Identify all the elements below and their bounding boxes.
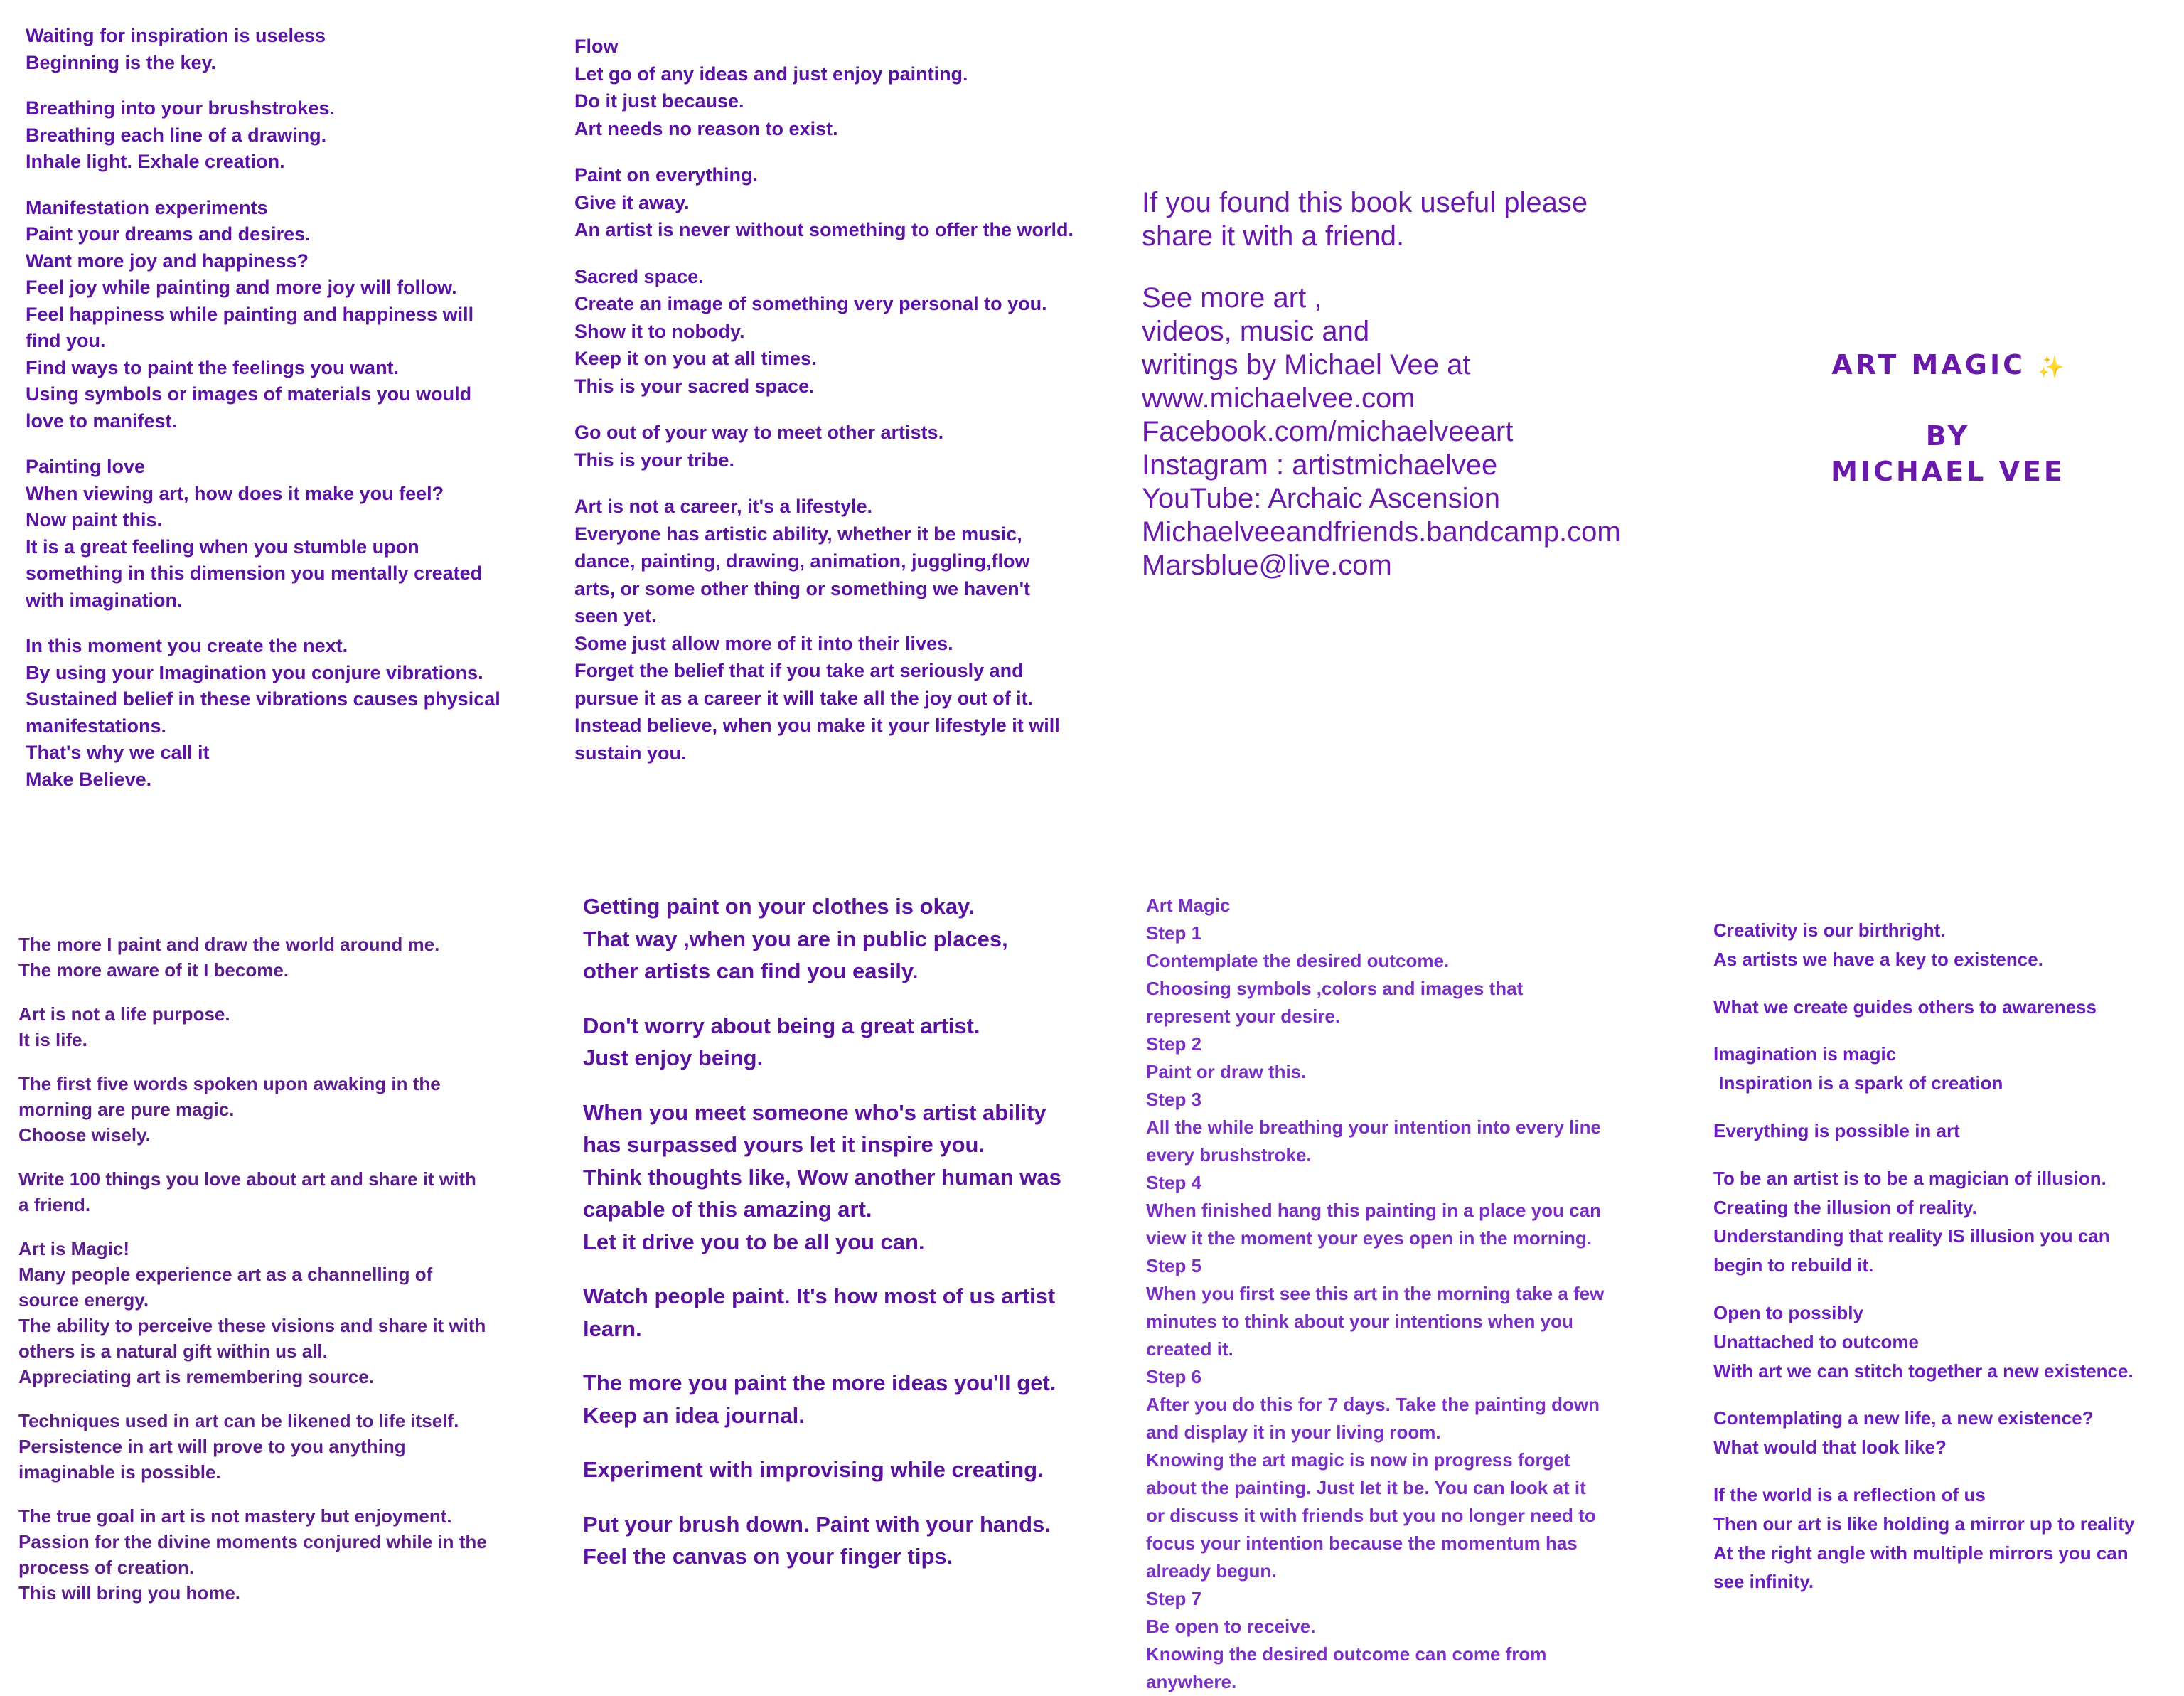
text-line: Step 7 <box>1146 1588 1202 1609</box>
text-line: To be an artist is to be a magician of illusion. <box>1713 1167 2107 1189</box>
text-line: sustain you. <box>574 742 687 764</box>
text-line: Feel joy while painting and more joy will follow. <box>26 277 457 298</box>
paragraph-gap <box>583 1431 1109 1454</box>
text-line: An artist is never without something to offer the world. <box>574 219 1074 240</box>
text-line: Art is Magic! <box>18 1238 130 1259</box>
text-line: That's why we call it <box>26 742 210 763</box>
text-line: The more aware of it I become. <box>18 959 289 981</box>
paragraph-gap <box>1713 1462 2175 1481</box>
text-line: morning are pure magic. <box>18 1099 235 1120</box>
text-line: Let it drive you to be all you can. <box>583 1229 925 1254</box>
text-line: Everyone has artistic ability, whether it be music, <box>574 523 1022 545</box>
text-line: Be open to receive. <box>1146 1616 1316 1637</box>
text-line: Contemplating a new life, a new existence? <box>1713 1407 2094 1429</box>
text-line: begin to rebuild it. <box>1713 1254 1874 1276</box>
title-block <box>1763 347 2133 489</box>
text-line: or discuss it with friends but you no longer need to <box>1146 1505 1596 1526</box>
paragraph-gap <box>18 1217 530 1236</box>
text-line: Creativity is our birthright. <box>1713 919 1946 941</box>
text-line: In this moment you create the next. <box>26 635 348 656</box>
text-line: arts, or some other thing or something we haven't <box>574 577 1031 599</box>
byline-by: BY <box>1925 420 1971 452</box>
paragraph-gap <box>1713 1021 2175 1040</box>
text-line: manifestations. <box>26 715 167 737</box>
text-line: What we create guides others to awareness <box>1713 996 2097 1018</box>
text-line: Let go of any ideas and just enjoy painting. <box>574 63 968 85</box>
text-line: Paint on everything. <box>574 164 759 186</box>
text-line: Think thoughts like, Wow another human was <box>583 1164 1061 1190</box>
text-line: Getting paint on your clothes is okay. <box>583 894 975 919</box>
text-line: Instagram : artistmichaelvee <box>1142 449 1498 481</box>
text-line: love to manifest. <box>26 410 178 432</box>
text-line: already begun. <box>1146 1560 1277 1582</box>
text-line: www.michaelvee.com <box>1142 383 1415 414</box>
text-line: Step 3 <box>1146 1089 1202 1110</box>
text-line: Michaelveeandfriends.bandcamp.com <box>1142 516 1621 548</box>
paragraph-gap <box>18 983 530 1001</box>
text-line: Create an image of something very personal to you. <box>574 293 1047 314</box>
panel-top-middle <box>574 33 1101 767</box>
text-line: Don't worry about being a great artist. <box>583 1013 980 1038</box>
paragraph-gap <box>1713 1385 2175 1404</box>
text-line: If you found this book useful please <box>1142 187 1588 218</box>
text-line: Art needs no reason to exist. <box>574 117 838 139</box>
text-line: This will bring you home. <box>18 1582 241 1604</box>
paragraph-gap <box>18 1148 530 1166</box>
book-title-text: ART MAGIC <box>1831 349 2025 380</box>
paragraph-gap <box>583 1074 1109 1097</box>
text-line: After you do this for 7 days. Take the painting down <box>1146 1394 1600 1415</box>
text-line: created it. <box>1146 1338 1233 1360</box>
text-line: This is your tribe. <box>574 449 735 471</box>
text-line: something in this dimension you mentally created <box>26 562 483 584</box>
text-line: writings by Michael Vee at <box>1142 349 1471 380</box>
text-line: Make Believe. <box>26 768 152 790</box>
text-line: That way ,when you are in public places, <box>583 926 1008 951</box>
text-line: find you. <box>26 330 106 351</box>
text-line: Keep it on you at all times. <box>574 348 817 369</box>
text-line: YouTube: Archaic Ascension <box>1142 483 1501 514</box>
text-line: learn. <box>583 1316 642 1341</box>
text-line: represent your desire. <box>1146 1006 1341 1027</box>
paragraph-gap <box>1713 1280 2175 1298</box>
text-line: with imagination. <box>26 589 183 611</box>
paragraph-gap <box>574 244 1101 263</box>
book-title <box>1763 347 2133 385</box>
text-line: When viewing art, how does it make you feel? <box>26 482 444 504</box>
panel-contact-info <box>1142 186 1654 582</box>
paragraph-gap <box>26 176 537 195</box>
text-line: Find ways to paint the feelings you want. <box>26 356 400 378</box>
text-line: pursue it as a career it will take all the joy out of it. <box>574 687 1034 709</box>
text-line: Sacred space. <box>574 265 704 287</box>
text-line: Show it to nobody. <box>574 320 745 342</box>
text-line: see infinity. <box>1713 1571 1814 1593</box>
text-line: Instead believe, when you make it your lifestyle it will <box>574 715 1060 736</box>
text-line: Understanding that reality IS illusion you can <box>1713 1225 2110 1247</box>
text-line: Experiment with improvising while creating. <box>583 1457 1044 1482</box>
text-line: Unattached to outcome <box>1713 1330 1919 1353</box>
text-line: All the while breathing your intention into every line <box>1146 1116 1601 1138</box>
text-line: When you first see this art in the morning take a few <box>1146 1283 1605 1304</box>
paragraph-gap <box>18 1485 530 1503</box>
paragraph-gap <box>1713 1146 2175 1164</box>
text-line: Step 5 <box>1146 1255 1202 1276</box>
text-line: When you meet someone who's artist ability <box>583 1099 1046 1125</box>
text-line: Imagination is magic <box>1713 1043 1897 1065</box>
paragraph-gap <box>583 1486 1109 1508</box>
text-line: dance, painting, drawing, animation, juggling,flow <box>574 550 1030 572</box>
text-line: Inspiration is a spark of creation <box>1713 1072 2003 1094</box>
text-line: Breathing into your brushstrokes. <box>26 97 336 119</box>
text-line: Give it away. <box>574 191 690 213</box>
text-line: others is a natural gift within us all. <box>18 1340 328 1362</box>
text-line: Forget the belief that if you take art seriously and <box>574 660 1024 681</box>
text-line: Persistence in art will prove to you anything <box>18 1436 406 1457</box>
panel-bottom-middle <box>583 890 1109 1573</box>
text-line: Some just allow more of it into their lives. <box>574 632 953 654</box>
panel-top-left <box>26 23 537 793</box>
text-line: Manifestation experiments <box>26 196 268 218</box>
text-line: process of creation. <box>18 1557 195 1578</box>
text-line: Choose wisely. <box>18 1124 151 1146</box>
text-line: Do it just because. <box>574 90 744 112</box>
text-line: Everything is possible in art <box>1713 1119 1960 1141</box>
sparkle-icon: ✨ <box>2038 355 2065 380</box>
text-line: This is your sacred space. <box>574 375 815 397</box>
paragraph-gap <box>583 1258 1109 1280</box>
text-line: anywhere. <box>1146 1671 1237 1692</box>
paragraph-gap <box>583 1345 1109 1367</box>
text-line: It is life. <box>18 1029 87 1050</box>
text-line: Write 100 things you love about art and share it with <box>18 1168 476 1190</box>
text-line: The first five words spoken upon awaking in the <box>18 1073 441 1094</box>
text-line: imaginable is possible. <box>18 1461 221 1483</box>
text-line: Creating the illusion of reality. <box>1713 1196 1977 1218</box>
paragraph-gap <box>18 1052 530 1071</box>
text-line: Knowing the desired outcome can come from <box>1146 1643 1547 1665</box>
text-line: The more I paint and draw the world around me. <box>18 934 440 955</box>
text-line: What would that look like? <box>1713 1436 1947 1458</box>
text-line: view it the moment your eyes open in the morning. <box>1146 1227 1592 1249</box>
text-line: Choosing symbols ,colors and images that <box>1146 978 1524 999</box>
text-line: Step 4 <box>1146 1172 1202 1193</box>
text-line: Step 2 <box>1146 1033 1202 1055</box>
text-line: Flow <box>574 36 619 57</box>
text-line: Paint your dreams and desires. <box>26 223 311 245</box>
text-line: Want more joy and happiness? <box>26 250 309 272</box>
text-line: Facebook.com/michaelveeart <box>1142 416 1514 447</box>
paragraph-gap <box>26 614 537 633</box>
text-line: The ability to perceive these visions and share it with <box>18 1315 486 1336</box>
text-line: Inhale light. Exhale creation. <box>26 151 285 172</box>
text-line: capable of this amazing art. <box>583 1197 872 1222</box>
text-line: With art we can stitch together a new existence. <box>1713 1360 2134 1382</box>
text-line: Waiting for inspiration is useless <box>26 25 326 46</box>
text-line: share it with a friend. <box>1142 220 1405 252</box>
text-line: Open to possibly <box>1713 1301 1863 1323</box>
text-line: Watch people paint. It's how most of us artist <box>583 1284 1056 1308</box>
text-line: a friend. <box>18 1194 91 1215</box>
text-line: As artists we have a key to existence. <box>1713 948 2043 970</box>
text-line: about the painting. Just let it be. You can look at it <box>1146 1477 1586 1498</box>
text-line: Sustained belief in these vibrations causes physical <box>26 688 500 710</box>
text-line: By using your Imagination you conjure vibrations. <box>26 661 483 683</box>
text-line: When finished hang this painting in a place you can <box>1146 1200 1601 1221</box>
text-line: Knowing the art magic is now in progress forget <box>1146 1449 1570 1471</box>
text-line: other artists can find you easily. <box>583 959 919 983</box>
text-line: Contemplate the desired outcome. <box>1146 950 1450 971</box>
text-line: Go out of your way to meet other artists. <box>574 422 944 443</box>
paragraph-gap <box>1713 974 2175 993</box>
text-line: focus your intention because the momentum has <box>1146 1532 1578 1554</box>
text-line: Painting love <box>26 456 146 477</box>
text-line: Art is not a life purpose. <box>18 1003 230 1025</box>
text-line: Step 1 <box>1146 922 1202 944</box>
text-line: Put your brush down. Paint with your hands. <box>583 1511 1051 1537</box>
paragraph-gap <box>18 1390 530 1408</box>
text-line: Many people experience art as a channelling of <box>18 1264 433 1285</box>
text-line: minutes to think about your intentions when you <box>1146 1311 1573 1332</box>
panel-art-magic-steps <box>1146 892 1658 1696</box>
text-line: Step 6 <box>1146 1366 1202 1387</box>
text-line: Passion for the divine moments conjured while in the <box>18 1531 487 1552</box>
paragraph-gap <box>26 76 537 95</box>
panel-bottom-right <box>1713 916 2175 1596</box>
text-line: seen yet. <box>574 605 657 626</box>
text-line: At the right angle with multiple mirrors you can <box>1713 1542 2129 1564</box>
panel-bottom-left <box>18 932 530 1606</box>
text-line: videos, music and <box>1142 316 1370 347</box>
text-line: Techniques used in art can be likened to life itself. <box>18 1410 459 1431</box>
text-line: Feel the canvas on your finger tips. <box>583 1544 953 1569</box>
paragraph-gap <box>1713 1098 2175 1116</box>
paragraph-gap <box>574 474 1101 493</box>
paragraph-gap <box>26 434 537 454</box>
text-line: See more art , <box>1142 282 1322 314</box>
text-line: Marsblue@live.com <box>1142 550 1392 581</box>
text-line: It is a great feeling when you stumble upon <box>26 535 419 558</box>
text-line: every brushstroke. <box>1146 1144 1312 1166</box>
text-line: Art is not a career, it's a lifestyle. <box>574 496 873 517</box>
text-line: Feel happiness while painting and happiness will <box>26 303 474 325</box>
author-name: MICHAEL VEE <box>1831 456 2065 487</box>
text-line: has surpassed yours let it inspire you. <box>583 1132 985 1157</box>
paragraph-gap <box>1142 253 1654 282</box>
text-line: Beginning is the key. <box>26 51 217 73</box>
text-line: Now paint this. <box>26 509 162 530</box>
text-line: source energy. <box>18 1289 149 1311</box>
text-line: Appreciating art is remembering source. <box>18 1366 374 1387</box>
text-line: Art Magic <box>1146 895 1231 916</box>
text-line: The more you paint the more ideas you'll get. <box>583 1370 1056 1395</box>
text-line: Keep an idea journal. <box>583 1402 805 1428</box>
text-line: Breathing each line of a drawing. <box>26 124 327 146</box>
text-line: Using symbols or images of materials you would <box>26 383 472 405</box>
text-line: Paint or draw this. <box>1146 1061 1307 1082</box>
text-line: Just enjoy being. <box>583 1045 764 1070</box>
paragraph-gap <box>583 988 1109 1010</box>
text-line: If the world is a reflection of us <box>1713 1483 1986 1505</box>
text-line: and display it in your living room. <box>1146 1422 1441 1443</box>
paragraph-gap <box>574 142 1101 161</box>
text-line: Then our art is like holding a mirror up to reality <box>1713 1513 2135 1535</box>
paragraph-gap <box>574 400 1101 419</box>
text-line: The true goal in art is not mastery but enjoyment. <box>18 1505 452 1527</box>
